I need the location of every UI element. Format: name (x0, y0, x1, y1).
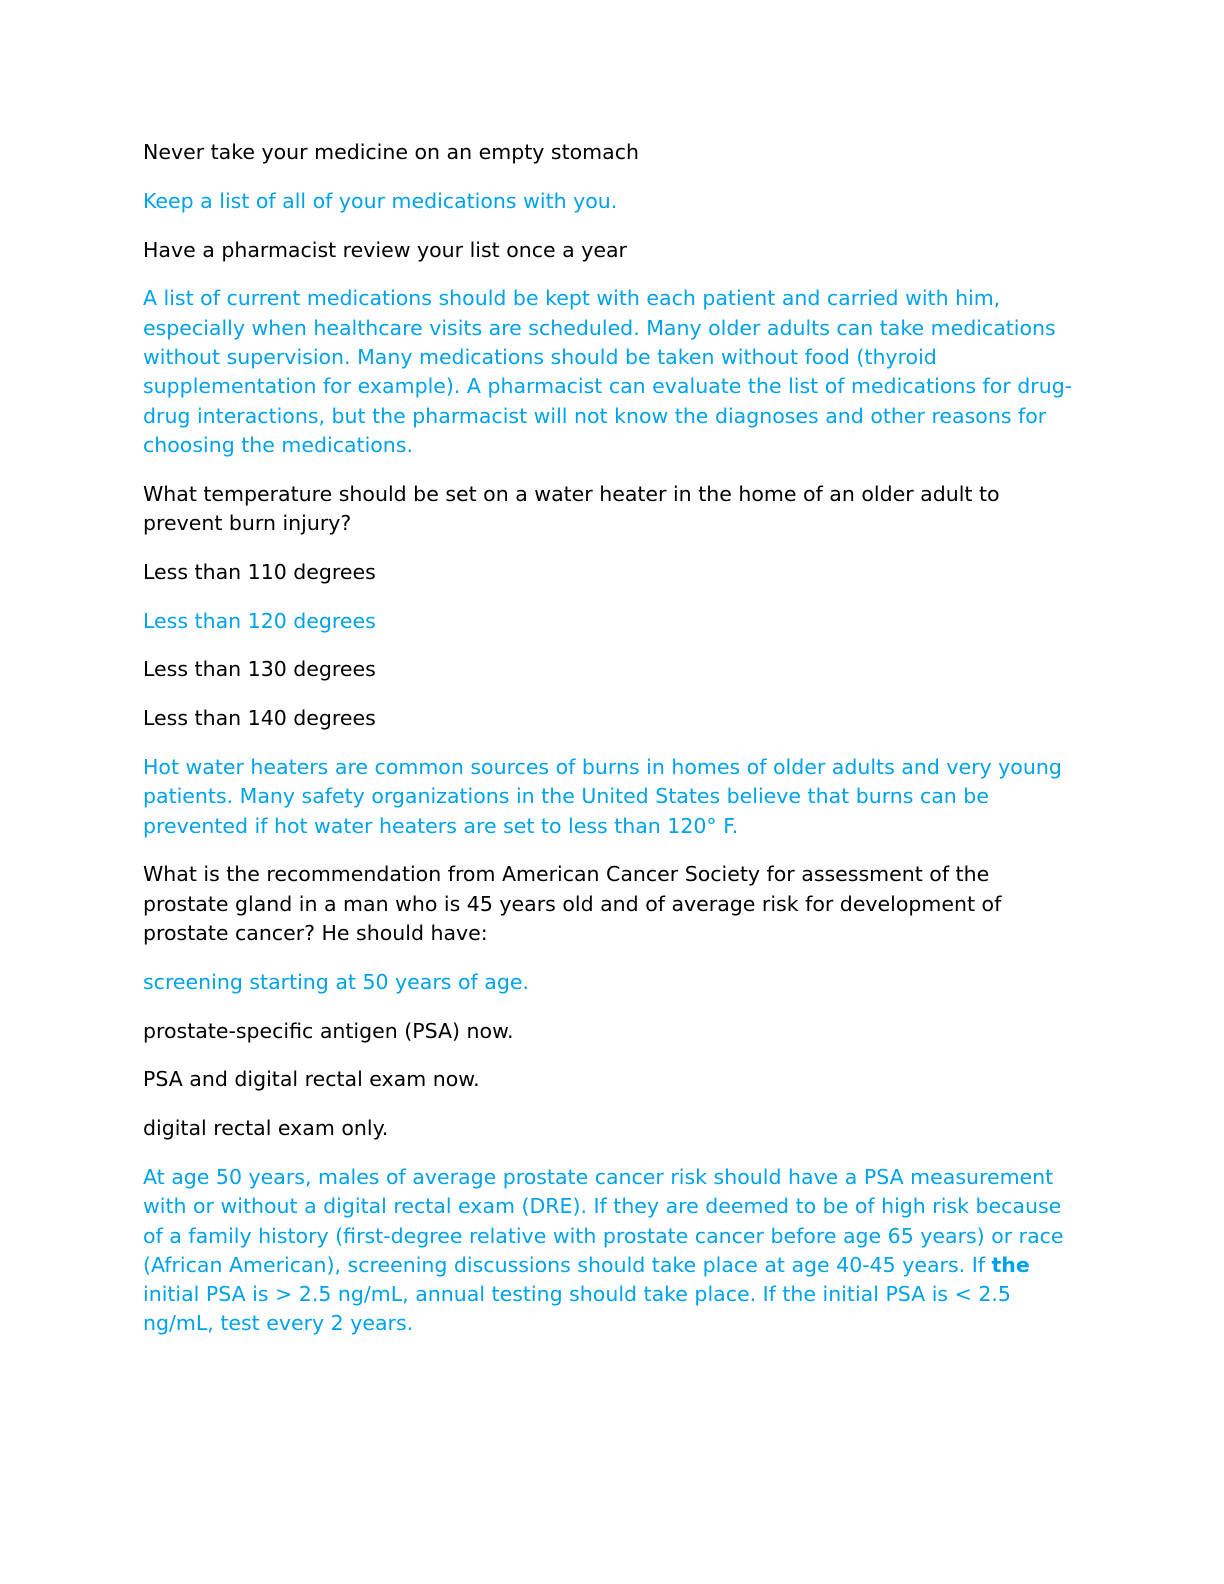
tip-empty-stomach: Never take your medicine on an empty stomach (143, 140, 639, 164)
tip-pharmacist-review: Have a pharmacist review your list once a year (143, 237, 627, 262)
rationale-prostate-part-1: At age 50 years, males of average prostate cancer risk should have a PSA measurement with or without a digital rectal exam (DRE). If they are deemed to be of high risk because of a family history (first-degree relative with prostate cancer before age 65 years) or race (African American), screening discussions should take place at age 40-45 years. If (143, 1164, 1064, 1277)
option-130-degrees: Less than 130 degrees (143, 657, 376, 682)
rationale-prostate (143, 1163, 1078, 1339)
option-140-degrees: Less than 140 degrees (143, 706, 376, 731)
rationale-prostate-part-2: initial PSA is > 2.5 ng/mL, annual testing should take place. If the initial PSA is < 2.5 ng/mL, test every 2 years. (143, 1282, 1011, 1336)
rationale-water-heater: Hot water heaters are common sources of burns in homes of older adults and very young patients. Many safety organizations in the United States believe that burns can be prevented if hot water heaters are set to less than 120° F. (143, 754, 1062, 838)
option-110-degrees: Less than 110 degrees (143, 559, 376, 584)
question-water-heater: What temperature should be set on a water heater in the home of an older adult to prevent burn injury? (143, 481, 1000, 535)
tip-keep-list: Keep a list of all of your medications with you. (143, 188, 618, 213)
option-psa-now: prostate-specific antigen (PSA) now. (143, 1018, 514, 1043)
rationale-prostate-bold-word: the (991, 1252, 1030, 1277)
option-screening-50: screening starting at 50 years of age. (143, 969, 529, 994)
rationale-medications: A list of current medications should be kept with each patient and carried with him, especially when healthcare visits are scheduled. Many older adults can take medications without supervision. Many medications should be taken without food (thyroid supplementation for example). A pharmacist can evaluate the list of medications for drug-drug interactions, but the pharmacist will not know the diagnoses and other reasons for choosing the medications. (143, 286, 1073, 457)
option-dre-only: digital rectal exam only. (143, 1116, 389, 1141)
option-psa-dre-now: PSA and digital rectal exam now. (143, 1067, 480, 1092)
option-120-degrees: Less than 120 degrees (143, 608, 376, 633)
question-prostate: What is the recommendation from American Cancer Society for assessment of the prostate gland in a man who is 45 years old and of average risk for development of prostate cancer? He should have: (143, 862, 1002, 945)
document-page (143, 138, 1078, 1358)
